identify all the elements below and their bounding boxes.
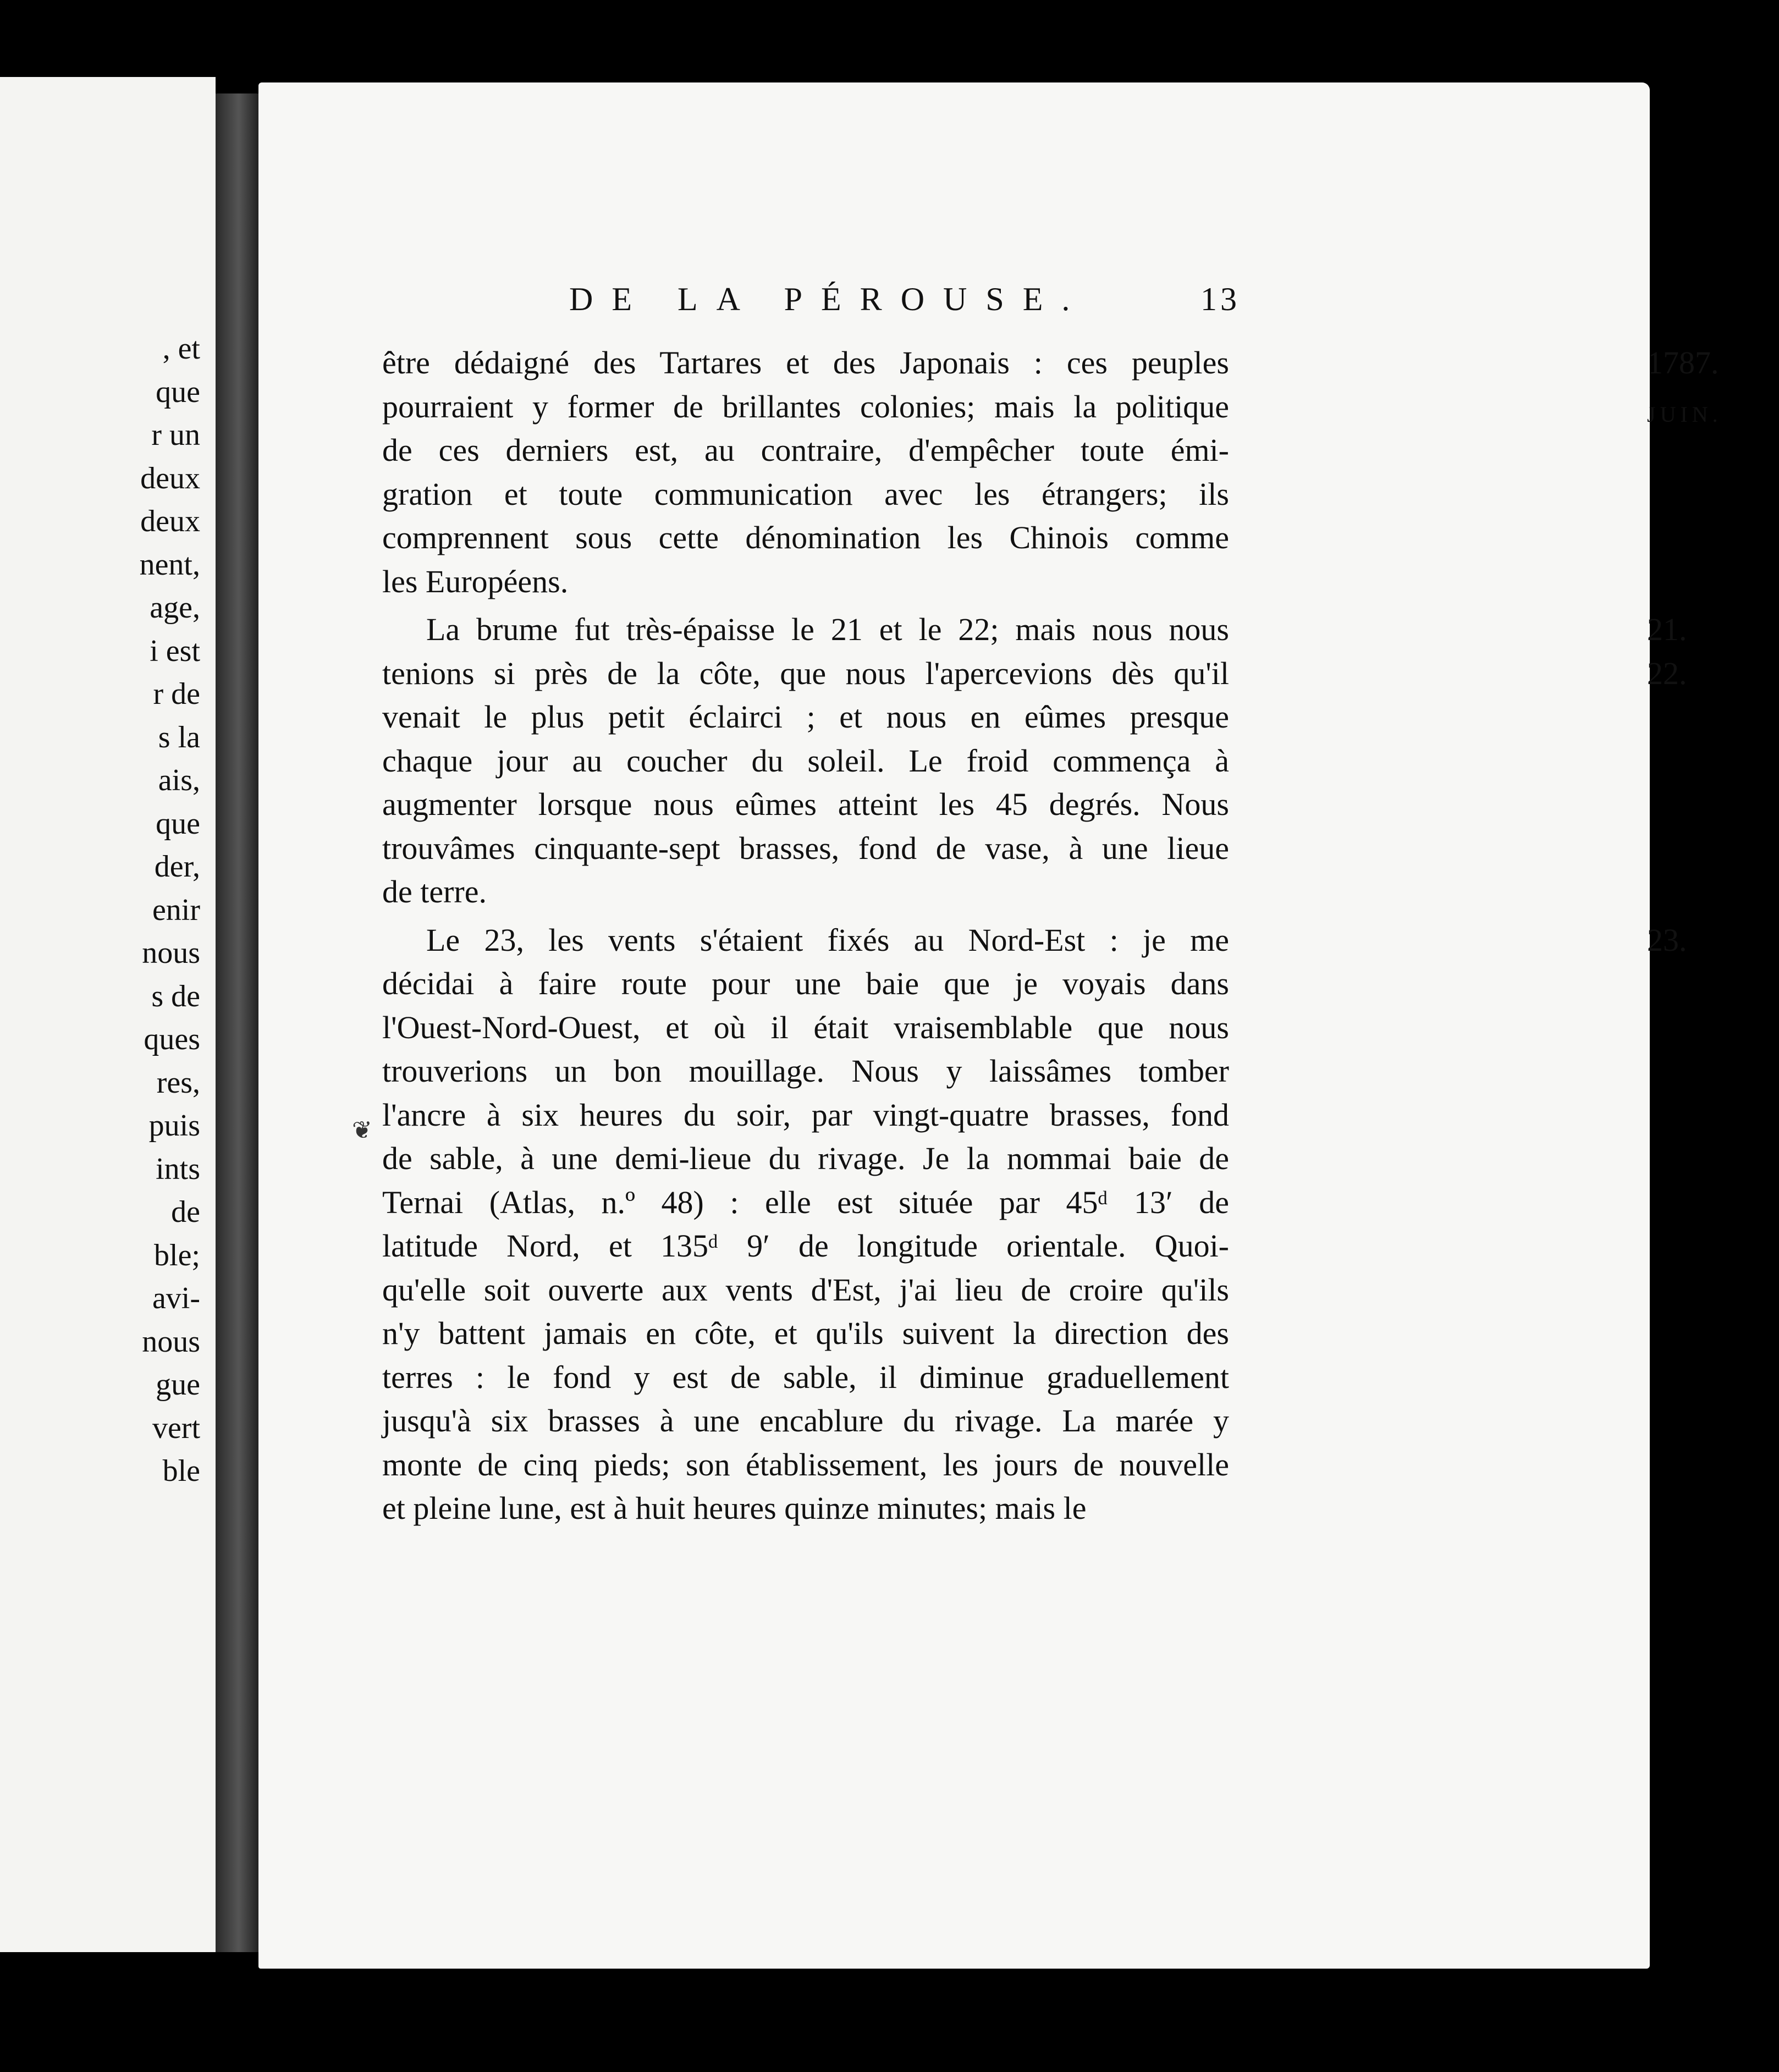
- margin-note: 1787.: [1647, 345, 1719, 381]
- margin-note: 22.: [1647, 655, 1687, 691]
- facing-page-line: ble: [162, 1454, 200, 1488]
- facing-page-line: enir: [152, 892, 200, 927]
- facing-page-line: nent,: [139, 547, 200, 582]
- facing-page-line: r un: [151, 418, 200, 452]
- facing-page-line: deux: [140, 461, 200, 495]
- text-line: venait le plus petit éclairci ; et nous en eûmes presque: [382, 699, 1229, 735]
- text-line: jusqu'à six brasses à une encablure du rivage. La marée y: [382, 1403, 1229, 1439]
- paragraph: [382, 608, 1229, 914]
- facing-page-line: ais,: [158, 763, 200, 797]
- text-line: pourraient y former de brillantes colonies; mais la politique: [382, 388, 1229, 425]
- facing-page-line: der,: [154, 850, 200, 884]
- facing-page-line: vert: [152, 1410, 200, 1445]
- text-line: et pleine lune, est à huit heures quinze minutes; mais le: [382, 1490, 1087, 1526]
- facing-page-line: i est: [150, 633, 200, 668]
- facing-page-line: , et: [162, 332, 200, 366]
- text-line: gration et toute communication avec les étrangers; ils: [382, 476, 1229, 512]
- paragraph: [382, 341, 1229, 603]
- facing-page-line: ques: [144, 1022, 200, 1056]
- facing-page-line: avi-: [152, 1281, 200, 1315]
- text-line: augmenter lorsque nous eûmes atteint les 45 degrés. Nous: [382, 786, 1229, 822]
- text-line: trouverions un bon mouillage. Nous y laissâmes tomber: [382, 1053, 1229, 1089]
- margin-note: JUIN.: [1647, 401, 1722, 427]
- running-head: [569, 280, 1240, 318]
- facing-page-line: s la: [158, 720, 200, 754]
- text-line: de terre.: [382, 874, 487, 910]
- facing-page-line: que: [156, 806, 200, 841]
- text-line: qu'elle soit ouverte aux vents d'Est, j'ai lieu de croire qu'ils: [382, 1271, 1229, 1308]
- facing-page-line: deux: [140, 504, 200, 538]
- facing-page-line: s de: [151, 979, 200, 1013]
- text-line: chaque jour au coucher du soleil. Le froid commença à: [382, 742, 1229, 779]
- text-line: l'Ouest-Nord-Ouest, et où il était vraisemblable que nous: [382, 1009, 1229, 1045]
- facing-page-line: de: [171, 1195, 200, 1229]
- text-line: monte de cinq pieds; son établissement, les jours de nouvelle: [382, 1446, 1229, 1483]
- facing-page-line: gue: [156, 1368, 200, 1402]
- facing-page-line: que: [156, 374, 200, 409]
- text-line: être dédaigné des Tartares et des Japonais : ces peuples: [382, 345, 1229, 381]
- text-line: terres : le fond y est de sable, il diminue graduellement: [382, 1359, 1229, 1395]
- text-line: n'y battent jamais en côte, et qu'ils suivent la direction des: [382, 1315, 1229, 1351]
- facing-page-line: nous: [142, 936, 200, 970]
- page-number: 13: [1200, 281, 1240, 317]
- facing-page-line: age,: [150, 591, 200, 625]
- text-line: de ces derniers est, au contraire, d'empêcher toute émi-: [382, 432, 1229, 468]
- text-line: l'ancre à six heures du soir, par vingt-quatre brasses, fond: [382, 1096, 1229, 1133]
- running-head-title: DE LA PÉROUSE.: [569, 281, 1089, 317]
- text-line: comprennent sous cette dénomination les Chinois comme: [382, 520, 1229, 555]
- text-line: La brume fut très-épaisse le 21 et le 22; mais nous nous: [426, 611, 1229, 647]
- text-line: décidai à faire route pour une baie que je voyais dans: [382, 966, 1229, 1001]
- text-line: latitude Nord, et 135ᵈ 9′ de longitude orientale. Quoi-: [382, 1228, 1229, 1264]
- facing-page-line: ble;: [154, 1238, 200, 1272]
- body-text: [382, 341, 1722, 1530]
- facing-page-line: r de: [153, 677, 200, 711]
- text-line: Le 23, les vents s'étaient fixés au Nord-Est : je me: [426, 922, 1229, 958]
- text-line: de sable, à une demi-lieue du rivage. Je la nommai baie de: [382, 1140, 1229, 1176]
- text-line: tenions si près de la côte, que nous l'apercevions dès qu'il: [382, 655, 1229, 691]
- facing-page-line: ints: [156, 1151, 200, 1186]
- text-line: les Européens.: [382, 563, 569, 599]
- text-line: trouvâmes cinquante-sept brasses, fond de vase, à une lieue: [382, 830, 1229, 866]
- margin-note: 21.: [1647, 611, 1687, 647]
- facing-page-left: [0, 77, 216, 1952]
- facing-page-line: nous: [142, 1324, 200, 1359]
- margin-note: 23.: [1647, 922, 1687, 958]
- facing-page-text-fragment: [35, 327, 200, 1493]
- facing-page-line: puis: [148, 1109, 200, 1143]
- facing-page-line: res,: [156, 1065, 200, 1100]
- text-line: Ternai (Atlas, n.º 48) : elle est située par 45ᵈ 13′ de: [382, 1184, 1229, 1220]
- paragraph: [382, 918, 1229, 1530]
- printer-ornament-icon: ❦: [352, 1117, 372, 1144]
